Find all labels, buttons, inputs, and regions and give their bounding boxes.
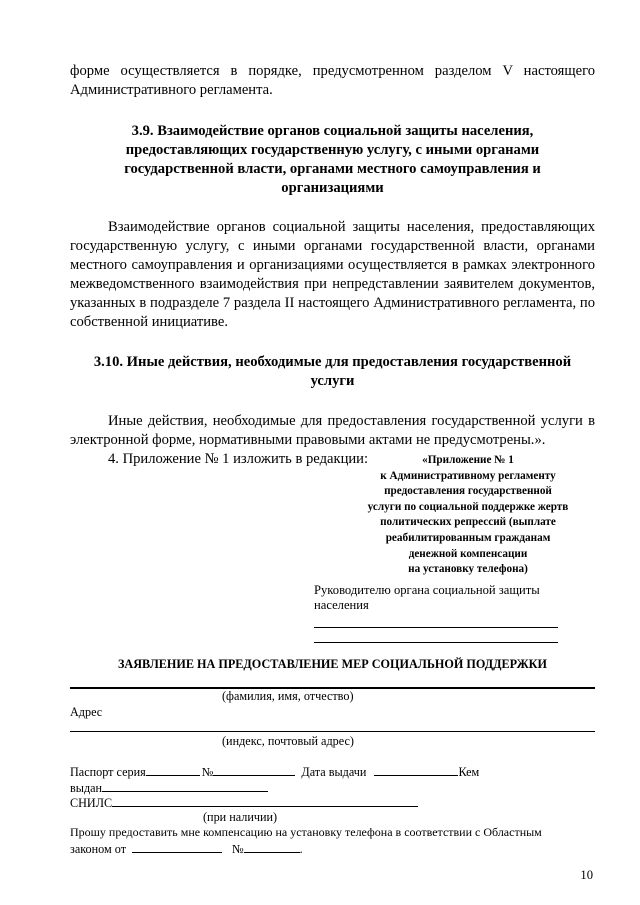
issue-date-blank (374, 764, 458, 776)
passport-row (70, 764, 479, 780)
snils-label: СНИЛС (70, 796, 113, 810)
appendix-header (352, 453, 584, 578)
snils-row (70, 795, 418, 811)
number-sign: № (201, 765, 214, 779)
appendix-line: к Административному регламенту (380, 469, 556, 482)
law-row: законом от № . (70, 842, 303, 856)
address-line (70, 731, 595, 732)
passport-series-blank (146, 764, 200, 776)
address-label: Адрес (70, 705, 103, 719)
recipient-block (314, 583, 564, 643)
recipient-line (314, 613, 558, 628)
appendix-line: политических репрессий (выплате (380, 516, 556, 529)
law-date-blank (132, 841, 222, 853)
paragraph-3-9: Взаимодействие органов социальной защиты населения, предоставляющих государственную услугу, с иными органами государственной власти, органами местного самоуправления и организациями осуществляется в рамках электронного межведомственного взаимодействия при непредставлении заявителем документов, указанных в подразделе 7 раздела II настоящего Административного регламента, по собственной инициативе. (70, 219, 595, 330)
snils-blank (112, 795, 418, 807)
issued-row (70, 780, 268, 796)
paragraph-3-10: Иные действия, необходимые для предоставления государственной услуги в электронной форме, нормативными правовыми актами не предусмотрены.». (70, 413, 595, 448)
issued-by-label: Кем (458, 765, 480, 779)
if-any-caption: (при наличии) (203, 810, 278, 824)
appendix-line: денежной компенсации (408, 547, 528, 560)
appendix-line: на установку телефона) (408, 563, 528, 576)
issued-label: выдан (70, 781, 103, 795)
form-title: ЗАЯВЛЕНИЕ НА ПРЕДОСТАВЛЕНИЕ МЕР СОЦИАЛЬНОЙ ПОДДЕРЖКИ (118, 657, 547, 671)
appendix-line: предоставления государственной (384, 485, 552, 498)
heading-3-10: 3.10. Иные действия, необходимые для предоставления государственной услуги (93, 354, 572, 389)
document-body (70, 62, 595, 469)
law-number-blank (244, 841, 300, 853)
page-number: 10 (580, 868, 593, 882)
passport-series-label: Паспорт серия (70, 765, 146, 779)
recipient-text: Руководителю органа социальной защиты населения (314, 583, 540, 612)
law-number-sign: № (232, 842, 244, 856)
paragraph-4: 4. Приложение № 1 изложить в редакции: (108, 451, 369, 467)
appendix-line: «Приложение № 1 (422, 454, 514, 466)
appendix-line: реабилитированным гражданам (385, 531, 551, 544)
issue-date-label: Дата выдачи (301, 765, 367, 779)
issued-blank (102, 780, 268, 792)
recipient-line (314, 628, 558, 643)
fio-caption: (фамилия, имя, отчество) (222, 689, 354, 703)
heading-3-9: 3.9. Взаимодействие органов социальной защиты населения, предоставляющих государственную услугу, с иными органами государственной власти, органами местного самоуправления и организациями (124, 123, 541, 196)
intro-paragraph: форме осуществляется в порядке, предусмотренном разделом V настоящего Административного регламента. (70, 63, 595, 98)
passport-number-blank (213, 764, 295, 776)
address-caption: (индекс, почтовый адрес) (222, 734, 354, 748)
request-text: Прошу предоставить мне компенсацию на установку телефона в соответствии с Областным (70, 825, 542, 839)
appendix-line: услуги по социальной поддержке жертв (367, 500, 569, 513)
law-label: законом от (70, 842, 127, 856)
